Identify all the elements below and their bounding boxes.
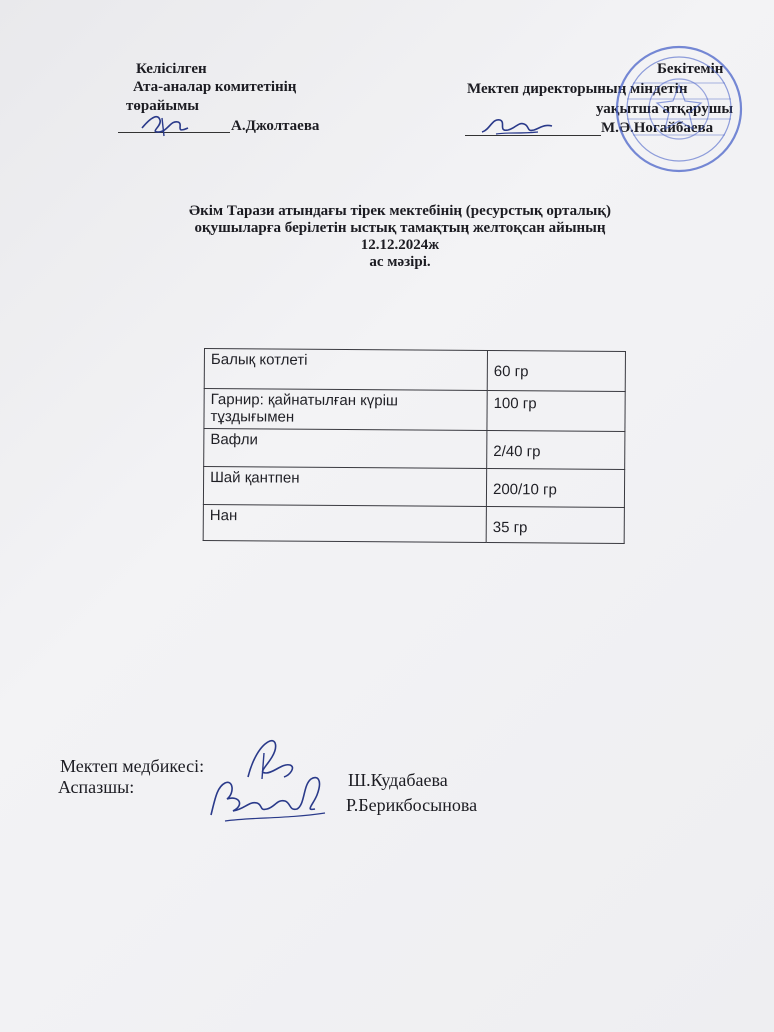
- table-row: [204, 349, 625, 392]
- table-row: [203, 504, 624, 543]
- title-line2: оқушыларға берілетін ыстық тамақтың желтоқсан айының: [194, 220, 606, 236]
- cook-label: Аспазшы:: [58, 777, 135, 797]
- document-title: [120, 203, 680, 271]
- title-line1: Әкім Тарази атындағы тірек мектебінің (ресурстық орталық): [189, 203, 611, 219]
- menu-item-name: Нан: [203, 504, 486, 542]
- menu-item-amount: 2/40 гр: [487, 430, 625, 469]
- title-line3: 12.12.2024ж: [360, 237, 440, 253]
- menu-item-name: Балық котлеті: [204, 349, 487, 391]
- signature-right-image: [478, 112, 558, 140]
- menu-table: [203, 348, 626, 544]
- menu-item-amount: 200/10 гр: [486, 468, 624, 507]
- approval-left-name: А.Джолтаева: [231, 118, 320, 134]
- menu-item-amount: 100 гр: [487, 390, 625, 431]
- nurse-name: Ш.Кудабаева: [348, 770, 448, 790]
- title-line4: ас мәзірі.: [369, 254, 431, 270]
- approval-right-line2: Мектеп директорының міндетін: [467, 81, 688, 97]
- table-row: [204, 429, 625, 470]
- menu-item-name: Вафли: [204, 429, 487, 469]
- approval-right-line3: уақытша атқарушы: [596, 101, 734, 117]
- cook-name: Р.Берикбосынова: [346, 795, 478, 815]
- menu-item-amount: 60 гр: [487, 350, 625, 391]
- table-row: [204, 389, 625, 432]
- menu-item-amount: 35 гр: [486, 506, 624, 543]
- menu-item-name: Шай қантпен: [203, 467, 486, 507]
- signature-left-image: [138, 110, 198, 140]
- table-row: [203, 467, 624, 508]
- approval-left-line1: Келісілген: [136, 61, 207, 77]
- cook-signature-image: [205, 765, 335, 825]
- approval-right-line1: Бекітемін: [657, 61, 724, 77]
- round-stamp-image: [597, 43, 757, 178]
- menu-item-name: Гарнир: қайнатылған күріш тұздығымен: [204, 389, 487, 431]
- approval-right-name: М.Ә.Ногайбаева: [601, 120, 714, 136]
- nurse-label: Мектеп медбикесі:: [60, 756, 205, 776]
- approval-left-line2: Ата-аналар комитетінің: [133, 79, 297, 95]
- approval-left-line3: төрайымы: [126, 98, 199, 114]
